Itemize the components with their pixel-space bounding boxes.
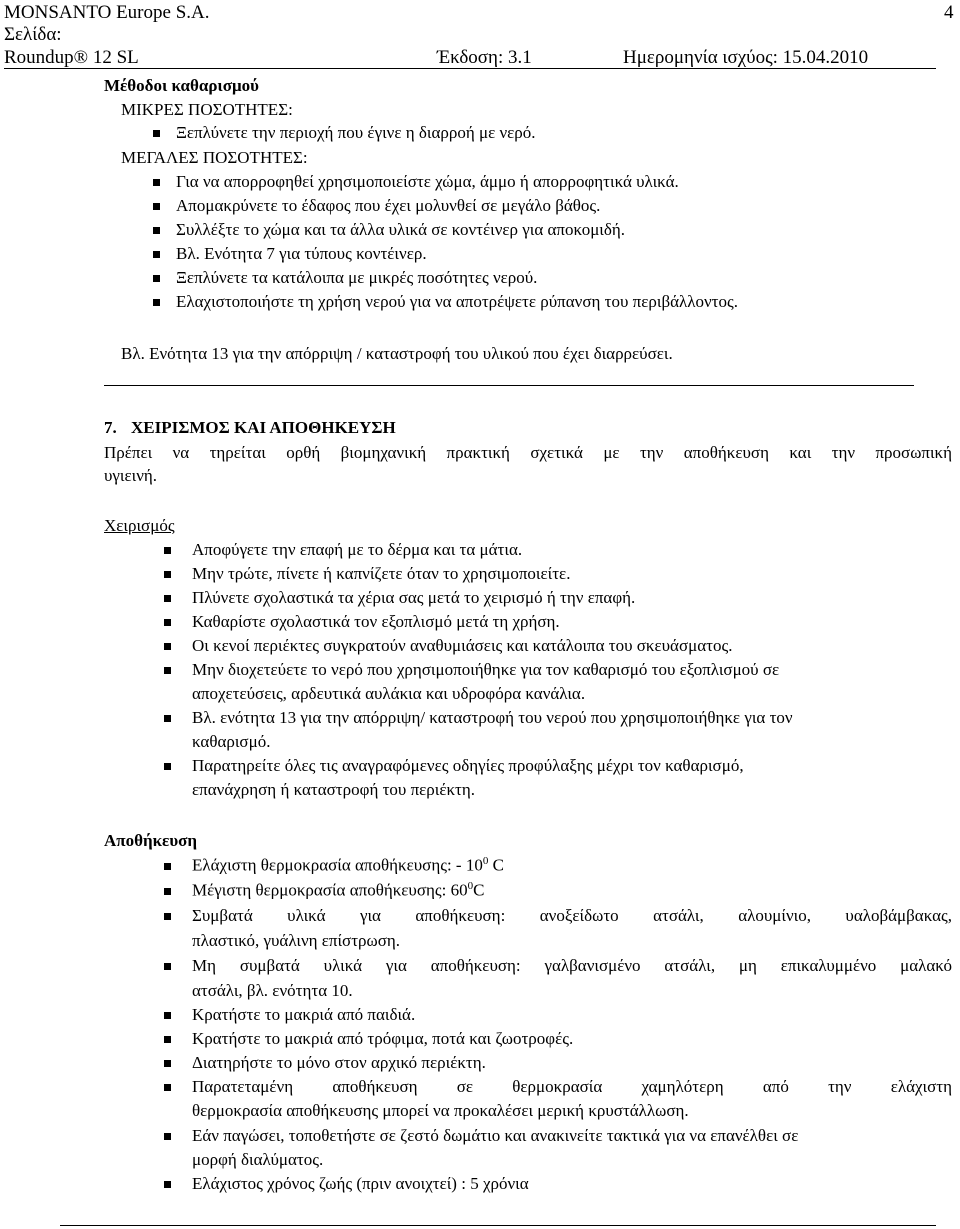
bullet-icon <box>164 571 171 578</box>
handling-heading: Χειρισμός <box>104 516 175 535</box>
list-item: Κρατήστε το μακριά από παιδιά. <box>192 1005 416 1024</box>
list-item: Βλ. Ενότητα 7 για τύπους κοντέινερ. <box>176 244 427 263</box>
page-label: Σελίδα: <box>4 24 62 45</box>
max-temp-unit: C <box>473 880 485 900</box>
list-item: Ελάχιστος χρόνος ζωής (πριν ανοιχτεί) : 5 χρόνια <box>192 1174 529 1193</box>
bullet-icon <box>153 130 160 137</box>
section-intro-line1: Πρέπει να τηρείται ορθή βιομηχανική πρακτική σχετικά με την αποθήκευση και την προσωπική <box>104 443 952 462</box>
list-item: Μην διοχετεύετε το νερό που χρησιμοποιήθηκε για τον καθαρισμό του εξοπλισμού σε <box>192 660 780 679</box>
bullet-icon <box>164 1133 171 1140</box>
bullet-icon <box>164 963 171 970</box>
list-item-continuation: θερμοκρασία αποθήκευσης μπορεί να προκαλέσει μερική κρυστάλλωση. <box>192 1101 689 1120</box>
bullet-icon <box>164 667 171 674</box>
see-section-note: Βλ. Ενότητα 13 για την απόρριψη / καταστροφή του υλικού που έχει διαρρεύσει. <box>121 344 673 363</box>
bullet-icon <box>164 1181 171 1188</box>
small-quantities-heading: ΜΙΚΡΕΣ ΠΟΣΟΤΗΤΕΣ: <box>121 100 293 119</box>
bullet-icon <box>164 1012 171 1019</box>
bullet-icon <box>164 913 171 920</box>
max-temp-text: Μέγιστη θερμοκρασία αποθήκευσης: 60 <box>192 880 468 900</box>
list-item: Μην τρώτε, πίνετε ή καπνίζετε όταν το χρησιμοποιείτε. <box>192 564 571 583</box>
bullet-icon <box>153 227 160 234</box>
list-item: Μη συμβατά υλικά για αποθήκευση: γαλβανισμένο ατσάλι, μη επικαλυμμένο μαλακό <box>192 956 952 975</box>
version-label: Έκδοση: 3.1 <box>437 47 532 68</box>
header-rule <box>4 68 936 69</box>
max-storage-temp <box>192 880 484 901</box>
section-divider <box>104 385 914 386</box>
bullet-icon <box>153 299 160 306</box>
section-number: 7. <box>104 418 117 437</box>
list-item: Συλλέξτε το χώμα και τα άλλα υλικά σε κοντέινερ για αποκομιδή. <box>176 220 626 239</box>
list-item: Απομακρύνετε το έδαφος που έχει μολυνθεί σε μεγάλο βάθος. <box>176 196 601 215</box>
list-item: Βλ. ενότητα 13 για την απόρριψη/ καταστροφή του νερού που χρησιμοποιήθηκε για τον <box>192 708 793 727</box>
list-item: Καθαρίστε σχολαστικά τον εξοπλισμό μετά τη χρήση. <box>192 612 560 631</box>
storage-heading: Αποθήκευση <box>104 831 198 850</box>
list-item: Για να απορροφηθεί χρησιμοποιείστε χώμα, άμμο ή απορροφητικά υλικά. <box>176 172 679 191</box>
list-item-continuation: μορφή διαλύματος. <box>192 1150 324 1169</box>
bullet-icon <box>164 595 171 602</box>
section-title: ΧΕΙΡΙΣΜΟΣ ΚΑΙ ΑΠΟΘΗΚΕΥΣΗ <box>131 418 396 437</box>
bullet-icon <box>164 763 171 770</box>
list-item-continuation: καθαρισμό. <box>192 732 271 751</box>
min-temp-unit: C <box>488 855 504 875</box>
list-item: Αποφύγετε την επαφή με το δέρμα και τα μάτια. <box>192 540 523 559</box>
min-temp-text: Ελάχιστη θερμοκρασία αποθήκευσης: - 10 <box>192 855 483 875</box>
list-item: Πλύνετε σχολαστικά τα χέρια σας μετά το χειρισμό ή την επαφή. <box>192 588 636 607</box>
product-name: Roundup® 12 SL <box>4 47 139 68</box>
list-item: Ξεπλύνετε την περιοχή που έγινε η διαρροή με νερό. <box>176 123 536 142</box>
bullet-icon <box>153 251 160 258</box>
list-item: Διατηρήστε το μόνο στον αρχικό περιέκτη. <box>192 1053 486 1072</box>
list-item-continuation: αποχετεύσεις, αρδευτικά αυλάκια και υδροφόρα κανάλια. <box>192 684 586 703</box>
bullet-icon <box>153 203 160 210</box>
company-name: MONSANTO Europe S.A. <box>4 2 210 23</box>
cleanup-heading: Μέθοδοι καθαρισμού <box>104 76 259 95</box>
bullet-icon <box>164 1084 171 1091</box>
list-item: Εάν παγώσει, τοποθετήστε σε ζεστό δωμάτιο και ανακινείτε τακτικά για να επανέλθει σε <box>192 1126 799 1145</box>
validity-date: Ημερομηνία ισχύος: 15.04.2010 <box>623 47 869 68</box>
list-item: Παρατεταμένη αποθήκευση σε θερμοκρασία χαμηλότερη από την ελάχιστη <box>192 1077 952 1096</box>
bullet-icon <box>164 1060 171 1067</box>
bullet-icon <box>164 643 171 650</box>
min-storage-temp <box>192 855 504 876</box>
bullet-icon <box>164 888 171 895</box>
bullet-icon <box>164 619 171 626</box>
bullet-icon <box>164 715 171 722</box>
footer-rule <box>60 1225 936 1226</box>
list-item: Συμβατά υλικά για αποθήκευση: ανοξείδωτο ατσάλι, αλουμίνιο, υαλοβάμβακας, <box>192 906 952 925</box>
list-item: Ελαχιστοποιήστε τη χρήση νερού για να αποτρέψετε ρύπανση του περιβάλλοντος. <box>176 292 738 311</box>
list-item-continuation: ατσάλι, βλ. ενότητα 10. <box>192 981 353 1000</box>
max-temp-degree: 0 <box>467 880 474 892</box>
bullet-icon <box>164 863 171 870</box>
list-item: Οι κενοί περιέκτες συγκρατούν αναθυμιάσεις και κατάλοιπα του σκευάσματος. <box>192 636 733 655</box>
bullet-icon <box>153 275 160 282</box>
min-temp-degree: 0 <box>482 855 489 867</box>
bullet-icon <box>153 179 160 186</box>
list-item-continuation: πλαστικό, γυάλινη επίστρωση. <box>192 931 401 950</box>
section-intro-line2: υγιεινή. <box>104 466 158 485</box>
list-item-continuation: επανάχρηση ή καταστροφή του περιέκτη. <box>192 780 476 799</box>
list-item: Παρατηρείτε όλες τις αναγραφόμενες οδηγίες προφύλαξης μέχρι τον καθαρισμό, <box>192 756 744 775</box>
list-item: Κρατήστε το μακριά από τρόφιμα, ποτά και ζωοτροφές. <box>192 1029 574 1048</box>
list-item: Ξεπλύνετε τα κατάλοιπα με μικρές ποσότητες νερού. <box>176 268 538 287</box>
page-number: 4 <box>944 2 954 23</box>
bullet-icon <box>164 1036 171 1043</box>
bullet-icon <box>164 547 171 554</box>
large-quantities-heading: ΜΕΓΑΛΕΣ ΠΟΣΟΤΗΤΕΣ: <box>121 148 308 167</box>
